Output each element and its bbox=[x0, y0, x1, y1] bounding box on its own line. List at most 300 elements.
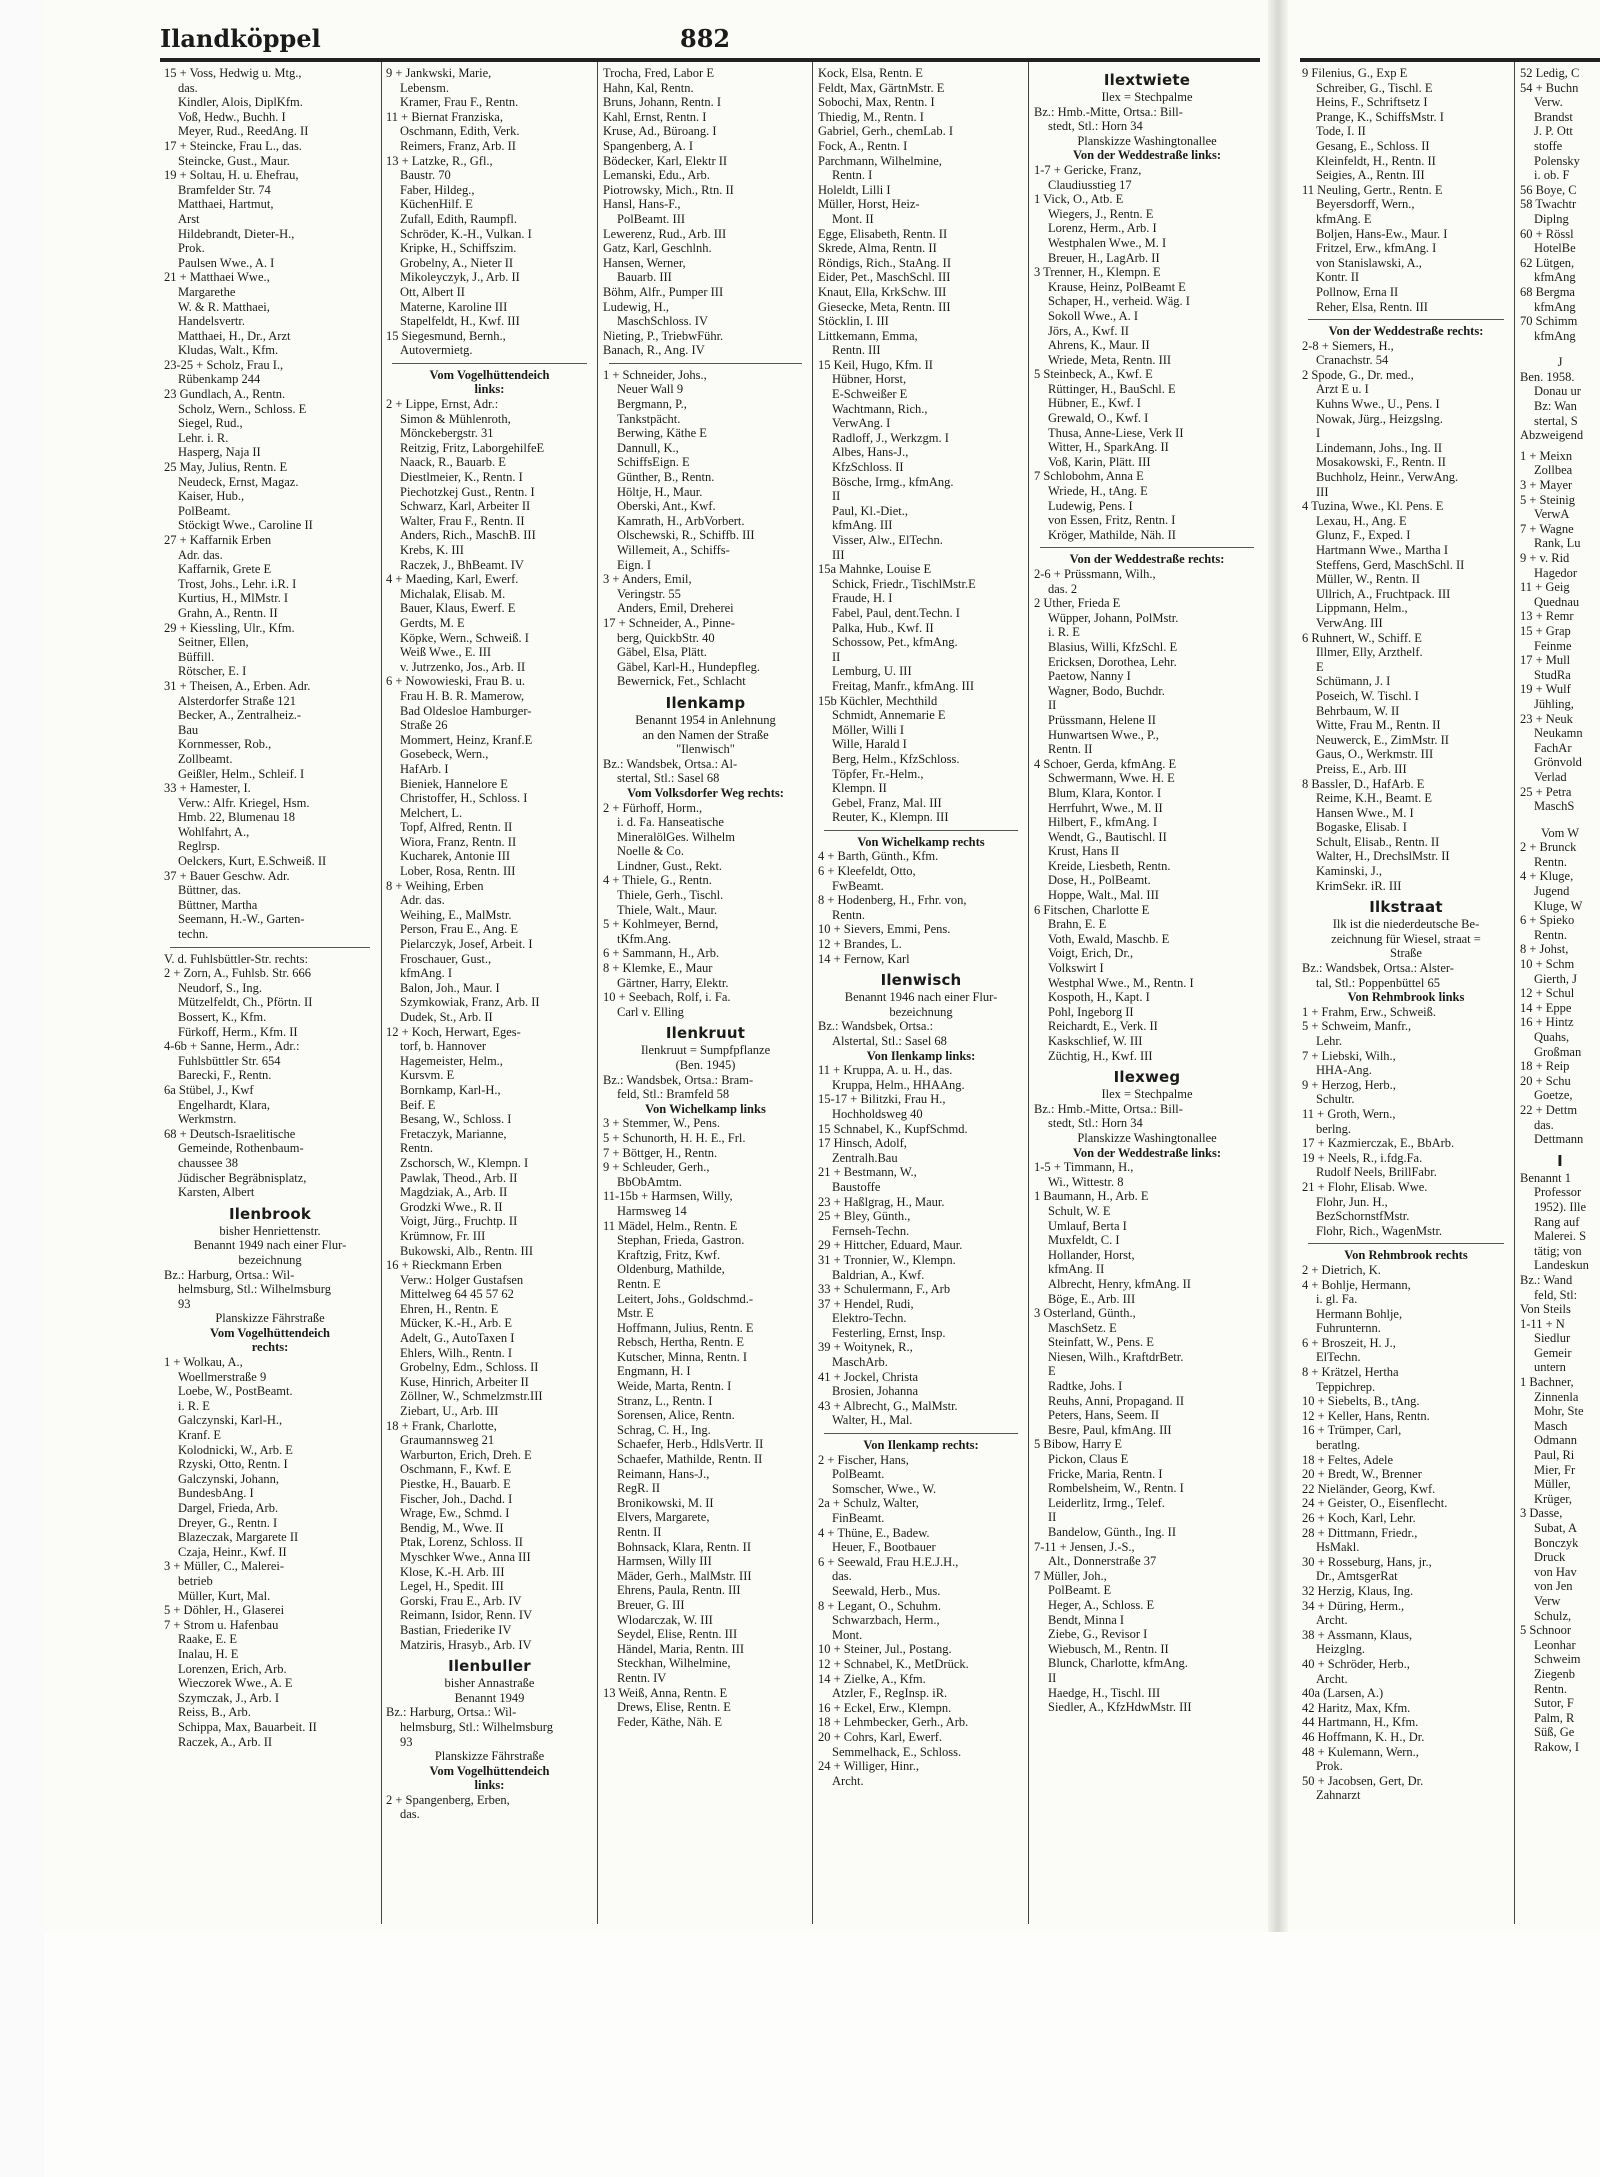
resident-entry: Baustoffe bbox=[832, 1179, 881, 1194]
page-header bbox=[160, 22, 1265, 58]
house-entry: Bz.: Hmb.-Mitte, Ortsa.: Bill- bbox=[1034, 1101, 1183, 1116]
resident-entry: Raake, E. E bbox=[178, 1632, 238, 1647]
house-entry: 30 + Rosseburg, Hans, jr., bbox=[1302, 1554, 1432, 1569]
resident-entry: stoffe bbox=[1534, 138, 1563, 153]
house-entry: 20 + Bredt, W., Brenner bbox=[1302, 1467, 1422, 1482]
resident-entry: Arzt E u. I bbox=[1316, 382, 1369, 397]
house-entry: 5 + Döhler, H., Glaserei bbox=[164, 1603, 285, 1618]
directory-column-4 bbox=[818, 66, 1024, 1932]
resident-entry: Voigt, Erich, Dr., bbox=[1048, 946, 1134, 961]
house-entry: 23-25 + Scholz, Frau I., bbox=[164, 357, 284, 372]
resident-entry: Donau ur bbox=[1534, 384, 1581, 399]
house-entry: Sobochi, Max, Rentn. I bbox=[818, 95, 935, 110]
resident-entry: Fernseh-Techn. bbox=[832, 1223, 910, 1238]
house-entry: 20 + Cohrs, Karl, Ewerf. bbox=[818, 1729, 943, 1744]
house-entry: 6 + Sammann, H., Arb. bbox=[603, 946, 720, 961]
resident-entry: Ziebe, G., Revisor I bbox=[1048, 1627, 1148, 1642]
resident-entry: Grobelny, Edm., Schloss. II bbox=[400, 1360, 539, 1375]
resident-entry: Drews, Elise, Rentn. E bbox=[617, 1700, 731, 1715]
house-entry: 2-6 + Prüssmann, Wilh., bbox=[1034, 567, 1156, 581]
resident-entry: Christoffer, H., Schloss. I bbox=[400, 791, 528, 806]
house-entry: 6 + Broszeit, H. J., bbox=[1302, 1335, 1396, 1350]
resident-entry: helmsburg, Stl.: Wilhelmsburg bbox=[400, 1719, 553, 1734]
resident-entry: Walter, H., DrechslMstr. II bbox=[1316, 849, 1450, 864]
resident-entry: Rentn. bbox=[1534, 854, 1567, 869]
resident-entry: Herrfuhrt, Wwe., M. II bbox=[1048, 800, 1163, 815]
resident-entry: Mier, Fr bbox=[1534, 1462, 1576, 1477]
resident-entry: Raczek, J., BhBeamt. IV bbox=[400, 557, 524, 572]
house-entry: 58 Twachtr bbox=[1520, 197, 1577, 212]
resident-entry: Seigies, A., Rentn. III bbox=[1316, 168, 1425, 183]
house-entry: Bz.: Harburg, Ortsa.: Wil- bbox=[386, 1705, 517, 1720]
house-entry: 33 + Hamester, I. bbox=[164, 781, 251, 796]
resident-entry: Grewald, O., Kwf. I bbox=[1048, 411, 1149, 426]
resident-entry: Hübner, Horst, bbox=[832, 372, 907, 387]
resident-entry: Zschorsch, W., Klempn. I bbox=[400, 1155, 529, 1170]
section-rule bbox=[1308, 319, 1504, 320]
resident-entry: Albrecht, Henry, kfmAng. II bbox=[1048, 1276, 1191, 1291]
house-entry: 54 + Buchn bbox=[1520, 80, 1579, 95]
resident-entry: Seewald, Herb., Mus. bbox=[832, 1583, 941, 1598]
resident-entry: MineralölGes. Wilhelm bbox=[617, 829, 735, 844]
resident-entry: Kruppa, Helm., HHAAng. bbox=[832, 1077, 965, 1092]
resident-entry: Dose, H., PolBeamt. bbox=[1048, 873, 1151, 888]
house-entry: 15 Keil, Hugo, Kfm. II bbox=[818, 357, 933, 372]
house-entry: 17 Hinsch, Adolf, bbox=[818, 1136, 907, 1151]
resident-entry: Freitag, Manfr., kfmAng. III bbox=[832, 678, 974, 693]
resident-entry: FachAr bbox=[1534, 740, 1572, 755]
resident-entry: Autovermietg. bbox=[400, 343, 473, 358]
resident-entry: Pickon, Claus E bbox=[1048, 1452, 1129, 1467]
house-entry: Hansl, Hans-F., bbox=[603, 197, 681, 212]
house-entry: 22 Nieländer, Georg, Kwf. bbox=[1302, 1481, 1436, 1496]
house-entry: 62 Lütgen, bbox=[1520, 255, 1575, 270]
resident-entry: 93 bbox=[400, 1734, 413, 1749]
section-rule bbox=[609, 363, 802, 364]
resident-entry: stertal, Stl.: Sasel 68 bbox=[617, 771, 720, 786]
resident-entry: Weide, Marta, Rentn. I bbox=[617, 1379, 732, 1394]
house-entry: 39 + Woitynek, R., bbox=[818, 1340, 913, 1355]
resident-entry: Krebs, K. III bbox=[400, 543, 464, 557]
resident-entry: Berwing, Käthe E bbox=[617, 426, 707, 441]
resident-entry: Boljen, Hans-Ew., Maur. I bbox=[1316, 226, 1448, 241]
resident-entry: Steinfatt, W., Pens. E bbox=[1048, 1335, 1154, 1350]
street-note: Planskizze Washingtonallee bbox=[1077, 1130, 1217, 1145]
resident-entry: Lorenzen, Erich, Arb. bbox=[178, 1661, 287, 1676]
resident-entry: Verw bbox=[1534, 1593, 1561, 1608]
resident-entry: Dr., AmtsgerRat bbox=[1316, 1569, 1398, 1584]
street-heading: Ilenkruut bbox=[665, 1024, 746, 1043]
resident-entry: Verw.: Holger Gustafsen bbox=[400, 1272, 524, 1287]
house-entry: 17 + Steincke, Frau L., das. bbox=[164, 138, 302, 153]
resident-entry: Magdziak, A., Arb. II bbox=[400, 1185, 508, 1200]
resident-entry: Neudorf, S., Ing. bbox=[178, 980, 263, 995]
resident-entry: Böge, E., Arb. III bbox=[1048, 1291, 1136, 1306]
resident-entry: Rakow, I bbox=[1534, 1739, 1580, 1754]
resident-entry: Willemeit, A., Schiffs- bbox=[617, 543, 730, 557]
direction-heading: links: bbox=[474, 382, 505, 397]
street-heading: Ilenkamp bbox=[665, 693, 746, 712]
resident-entry: Lexau, H., Ang. E bbox=[1316, 513, 1407, 528]
house-entry: Nieting, P., TriebwFühr. bbox=[603, 328, 724, 343]
resident-entry: KüchenHilf. E bbox=[400, 197, 473, 212]
resident-entry: Rötscher, E. I bbox=[178, 664, 247, 679]
house-entry: 9 + v. Rid bbox=[1520, 551, 1570, 565]
house-entry: 1 Baumann, H., Arb. E bbox=[1034, 1189, 1149, 1204]
resident-entry: betrieb bbox=[178, 1573, 213, 1588]
resident-entry: PolBeamt. E bbox=[1048, 1583, 1112, 1598]
resident-entry: Naack, R., Bauarb. E bbox=[400, 455, 506, 470]
resident-entry: Mommert, Heinz, Kranf.E bbox=[400, 732, 533, 747]
resident-entry: Stephan, Frieda, Gastron. bbox=[617, 1233, 745, 1248]
resident-entry: Rentn. E bbox=[617, 1276, 661, 1291]
resident-entry: Bendt, Minna I bbox=[1048, 1612, 1125, 1627]
house-entry: 52 Ledig, C bbox=[1520, 66, 1580, 80]
direction-heading: Von Wichelkamp rechts bbox=[857, 834, 985, 849]
directory-column-1 bbox=[164, 66, 376, 1932]
street-heading: Ilenbuller bbox=[448, 1657, 531, 1676]
house-entry: 3 Osterland, Günth., bbox=[1034, 1306, 1136, 1321]
house-entry: 18 + Reip bbox=[1520, 1059, 1570, 1074]
resident-entry: Mücker, K.-H., Arb. E bbox=[400, 1316, 512, 1331]
resident-entry: Radtke, Johs. I bbox=[1048, 1379, 1123, 1394]
resident-entry: kfmAng bbox=[1534, 270, 1576, 285]
street-note: Ilex = Stechpalme bbox=[1101, 1087, 1193, 1102]
directory-column-5 bbox=[1034, 66, 1260, 1932]
house-entry: Skrede, Alma, Rentn. II bbox=[818, 241, 937, 256]
resident-entry: Stapelfeldt, H., Kwf. III bbox=[400, 314, 520, 329]
resident-entry: Ericksen, Dorothea, Lehr. bbox=[1048, 654, 1177, 669]
resident-entry: Zinnenla bbox=[1534, 1389, 1579, 1404]
house-entry: 25 May, Julius, Rentn. E bbox=[164, 460, 288, 475]
resident-entry: Piechotzkej Gust., Rentn. I bbox=[400, 484, 535, 499]
column-divider bbox=[597, 62, 598, 1924]
house-entry: 28 + Dittmann, Friedr., bbox=[1302, 1525, 1418, 1540]
house-entry: 15 Siegesmund, Bernh., bbox=[386, 328, 506, 343]
resident-entry: Mont. II bbox=[832, 211, 874, 226]
resident-entry: Hmb. 22, Blumenau 18 bbox=[178, 810, 296, 825]
resident-entry: Visser, Alw., ElTechn. bbox=[832, 533, 943, 547]
resident-entry: Neudeck, Ernst, Magaz. bbox=[178, 474, 299, 489]
house-entry: 43 + Albrecht, G., MalMstr. bbox=[818, 1398, 958, 1413]
resident-entry: Schult, Elisab., Rentn. II bbox=[1316, 834, 1440, 849]
resident-entry: Breuer, G. III bbox=[617, 1597, 685, 1612]
resident-entry: Warburton, Erich, Dreh. E bbox=[400, 1447, 532, 1462]
resident-entry: Günther, B., Rentn. bbox=[617, 470, 715, 485]
resident-entry: Voß, Hedw., Buchh. I bbox=[178, 109, 286, 124]
resident-entry: Illmer, Elly, Arzthelf. bbox=[1316, 645, 1423, 660]
resident-entry: KfzSchloss. II bbox=[832, 460, 904, 475]
resident-entry: v. Jutrzenko, Jos., Arb. II bbox=[400, 659, 526, 674]
resident-entry: Kaffarnik, Grete E bbox=[178, 562, 272, 577]
resident-entry: Wlodarczak, W. III bbox=[617, 1612, 713, 1627]
resident-entry: Höltje, H., Maur. bbox=[617, 484, 703, 499]
resident-entry: Ziebart, U., Arb. III bbox=[400, 1404, 499, 1419]
resident-entry: Fürkoff, Herm., Kfm. II bbox=[178, 1024, 298, 1039]
house-entry: 12 + Brandes, L. bbox=[818, 937, 902, 952]
resident-entry: Grahn, A., Rentn. II bbox=[178, 605, 278, 620]
resident-entry: Schippa, Max, Bauarbeit. II bbox=[178, 1719, 317, 1734]
resident-entry: Quednau bbox=[1534, 594, 1580, 609]
direction-heading: Von der Weddestraße links: bbox=[1072, 1145, 1222, 1160]
house-entry: Feldt, Max, GärtnMstr. E bbox=[818, 80, 945, 95]
resident-entry: Rentn. I bbox=[832, 168, 873, 183]
resident-entry: untern bbox=[1534, 1360, 1566, 1375]
resident-entry: Reime, K.H., Beamt. E bbox=[1316, 791, 1432, 806]
resident-entry: MaschSetz. E bbox=[1048, 1320, 1117, 1335]
resident-entry: Feder, Käthe, Näh. E bbox=[617, 1714, 723, 1729]
resident-entry: III bbox=[1316, 484, 1329, 499]
house-entry: 6 + Nowowieski, Frau B. u. bbox=[386, 674, 525, 689]
resident-entry: Krust, Hans II bbox=[1048, 844, 1120, 859]
house-entry: Giesecke, Meta, Rentn. III bbox=[818, 299, 951, 314]
resident-entry: Landeskun bbox=[1534, 1258, 1589, 1273]
resident-entry: Eign. I bbox=[617, 557, 652, 572]
house-entry: 32 Herzig, Klaus, Ing. bbox=[1302, 1583, 1414, 1598]
street-heading: I bbox=[1557, 1151, 1563, 1170]
house-entry: 21 + Bestmann, W., bbox=[818, 1165, 917, 1180]
resident-entry: Schossow, Pet., kfmAng. bbox=[832, 635, 958, 650]
resident-entry: das. bbox=[178, 80, 198, 95]
resident-entry: Süß, Ge bbox=[1534, 1725, 1575, 1740]
resident-entry: Jörs, A., Kwf. II bbox=[1048, 323, 1129, 338]
resident-entry: Büttner, das. bbox=[178, 883, 242, 898]
resident-entry: Lorenz, Herm., Arb. I bbox=[1048, 221, 1157, 236]
resident-entry: Hunwartsen Wwe., P., bbox=[1048, 727, 1159, 742]
resident-entry: Michalak, Elisab. M. bbox=[400, 586, 506, 601]
resident-entry: Fricke, Maria, Rentn. I bbox=[1048, 1466, 1163, 1481]
resident-entry: das. bbox=[832, 1569, 852, 1584]
resident-entry: Hoffmann, Julius, Rentn. E bbox=[617, 1320, 754, 1335]
house-entry: 6a Stübel, J., Kwf bbox=[164, 1082, 254, 1097]
resident-entry: chaussee 38 bbox=[178, 1155, 239, 1170]
resident-entry: Masch bbox=[1534, 1418, 1568, 1433]
house-entry: 10 + Seebach, Rolf, i. Fa. bbox=[603, 990, 731, 1005]
house-entry: Bz.: Wandsbek, Ortsa.: Alster- bbox=[1302, 961, 1454, 976]
house-entry: Röndigs, Rich., StaAng. II bbox=[818, 255, 951, 270]
resident-entry: Rentn. II bbox=[1048, 742, 1093, 757]
directory-column-2 bbox=[386, 66, 593, 1932]
resident-entry: Umlauf, Berta I bbox=[1048, 1218, 1127, 1233]
resident-entry: Pielarczyk, Josef, Arbeit. I bbox=[400, 937, 533, 952]
resident-entry: Lippmann, Helm., bbox=[1316, 601, 1408, 616]
resident-entry: beratlng. bbox=[1316, 1438, 1361, 1453]
resident-entry: Reimann, Isidor, Renn. IV bbox=[400, 1608, 533, 1623]
house-entry: Thiedig, M., Rentn. I bbox=[818, 109, 924, 124]
street-note: Ilk ist die niederdeutsche Be- bbox=[1332, 917, 1480, 932]
house-entry: 41 + Jockel, Christa bbox=[818, 1369, 919, 1384]
resident-entry: Brandst bbox=[1534, 109, 1573, 124]
resident-entry: Flohr, Rich., WagenMstr. bbox=[1316, 1223, 1443, 1238]
resident-entry: Kreide, Liesbeth, Rentn. bbox=[1048, 858, 1171, 873]
resident-entry: Neuwerck, E., ZimMstr. II bbox=[1316, 732, 1449, 747]
resident-entry: Archt. bbox=[1316, 1613, 1348, 1628]
resident-entry: Glunz, F., Exped. I bbox=[1316, 528, 1411, 543]
header-rule bbox=[160, 58, 1260, 62]
resident-entry: RegR. II bbox=[617, 1481, 661, 1496]
resident-entry: Gesang, E., Schloss. II bbox=[1316, 138, 1430, 153]
house-entry: 15 + Grap bbox=[1520, 623, 1571, 638]
resident-entry: II bbox=[832, 489, 841, 504]
house-entry: 25 + Bley, Günth., bbox=[818, 1209, 911, 1224]
house-entry: 24 + Williger, Hinr., bbox=[818, 1759, 919, 1774]
resident-entry: Oschmann, F., Kwf. E bbox=[400, 1462, 512, 1477]
resident-entry: Radloff, J., Werkzgm. I bbox=[832, 430, 949, 445]
resident-entry: Bau bbox=[178, 722, 199, 737]
resident-entry: Oelckers, Kurt, E.Schweiß. II bbox=[178, 854, 327, 869]
resident-entry: Siegel, Rud., bbox=[178, 416, 243, 431]
house-entry: 37 + Hendel, Rudi, bbox=[818, 1296, 914, 1311]
house-entry: 7 Müller, Joh., bbox=[1034, 1568, 1107, 1583]
resident-entry: Leitert, Johs., Goldschmd.- bbox=[617, 1291, 754, 1306]
resident-entry: HotelBe bbox=[1534, 241, 1576, 256]
resident-entry: HsMakl. bbox=[1316, 1540, 1360, 1555]
resident-entry: Steffens, Gerd, MaschSchl. II bbox=[1316, 557, 1465, 572]
resident-entry: II bbox=[1048, 698, 1057, 713]
house-entry: 1 Vick, O., Atb. E bbox=[1034, 192, 1124, 207]
resident-entry: Prok. bbox=[1316, 1759, 1343, 1774]
resident-entry: i. R. E bbox=[178, 1398, 210, 1413]
house-entry: 11 + Geig bbox=[1520, 580, 1570, 595]
direction-heading: Von Rehmbrook links bbox=[1347, 990, 1465, 1005]
resident-entry: Faber, Hildeg., bbox=[400, 182, 475, 197]
resident-entry: Person, Frau E., Ang. E bbox=[400, 922, 519, 937]
house-entry: 2 + Lippe, Ernst, Adr.: bbox=[386, 397, 499, 412]
house-entry: 19 + Wulf bbox=[1520, 682, 1571, 697]
house-entry: 16 + Eckel, Erw., Klempn. bbox=[818, 1700, 952, 1715]
house-entry: 6 Fitschen, Charlotte E bbox=[1034, 902, 1150, 917]
resident-entry: Mont. bbox=[832, 1627, 863, 1642]
house-entry: 15a Mahnke, Louise E bbox=[818, 562, 932, 577]
resident-entry: Kripke, H., Schiffszim. bbox=[400, 241, 517, 256]
resident-entry: Wille, Harald I bbox=[832, 737, 907, 752]
direction-heading: Vom Volksdorfer Weg rechts: bbox=[627, 785, 784, 800]
house-entry: Gatz, Karl, Geschlnh. bbox=[603, 241, 712, 256]
house-entry: Bz.: Wandsbek, Ortsa.: Al- bbox=[603, 756, 738, 771]
resident-entry: Hübner, E., Kwf. I bbox=[1048, 396, 1141, 411]
street-heading: Ilexweg bbox=[1113, 1068, 1181, 1087]
house-entry: 11-15b + Harmsen, Willy, bbox=[603, 1189, 733, 1204]
resident-entry: Schröder, K.-H., Vulkan. I bbox=[400, 226, 532, 241]
resident-entry: Bogaske, Elisab. I bbox=[1316, 820, 1407, 835]
resident-entry: Wriede, H., tAng. E bbox=[1048, 484, 1148, 499]
resident-entry: Wiebusch, M., Rentn. II bbox=[1048, 1641, 1169, 1656]
house-entry: 8 + Krätzel, Hertha bbox=[1302, 1365, 1399, 1380]
resident-entry: Weihing, E., MalMstr. bbox=[400, 907, 512, 922]
resident-entry: Zöllner, W., Schmelzmstr.III bbox=[400, 1389, 543, 1404]
resident-entry: Festerling, Ernst, Insp. bbox=[832, 1325, 946, 1340]
resident-entry: Gosebeck, Wern., bbox=[400, 747, 489, 762]
resident-entry: VerwA bbox=[1534, 507, 1570, 522]
resident-entry: Anders, Rich., MaschB. III bbox=[400, 528, 536, 543]
street-note: "Ilenwisch" bbox=[676, 742, 735, 757]
resident-entry: Müller, Kurt, Mal. bbox=[178, 1588, 271, 1603]
resident-entry: Sorensen, Alice, Rentn. bbox=[617, 1408, 735, 1423]
resident-entry: Schaper, H., verheid. Wäg. I bbox=[1048, 294, 1190, 309]
street-note: Benannt 1949 bbox=[454, 1690, 525, 1705]
house-entry: 31 + Tronnier, W., Klempn. bbox=[818, 1252, 956, 1267]
house-entry: 37 + Bauer Geschw. Adr. bbox=[164, 868, 290, 883]
resident-entry: Thusa, Anne-Liese, Verk II bbox=[1048, 425, 1184, 440]
street-note: (Ben. 1945) bbox=[675, 1058, 736, 1072]
resident-entry: Blazeczak, Margarete II bbox=[178, 1530, 299, 1545]
resident-entry: Walter, H., Mal. bbox=[832, 1413, 913, 1428]
resident-entry: Werkmstrn. bbox=[178, 1112, 237, 1127]
resident-entry: Hermann Bohlje, bbox=[1316, 1306, 1403, 1321]
resident-entry: das. bbox=[1534, 1117, 1554, 1132]
resident-entry: Reitzig, Fritz, LaborgehilfeE bbox=[400, 440, 545, 455]
house-entry: 1 + Wolkau, A., bbox=[164, 1355, 243, 1370]
house-entry: 9 + Herzog, Herb., bbox=[1302, 1077, 1396, 1092]
resident-entry: Pawlak, Theod., Arb. II bbox=[400, 1170, 518, 1185]
resident-entry: Verw.: Alfr. Kriegel, Hsm. bbox=[178, 795, 310, 810]
house-entry: 40 + Schröder, Herb., bbox=[1302, 1656, 1410, 1671]
resident-entry: Oldenburg, Mathilde, bbox=[617, 1262, 725, 1277]
resident-entry: Heins, F., Schriftsetz I bbox=[1316, 95, 1428, 110]
resident-entry: Gemeir bbox=[1534, 1345, 1572, 1360]
resident-entry: Oberski, Ant., Kwf. bbox=[617, 499, 716, 514]
directory-column-6 bbox=[1302, 66, 1510, 1932]
resident-entry: Trost, Johs., Lehr. i.R. I bbox=[178, 576, 297, 591]
resident-entry: Paul, Kl.-Diet., bbox=[832, 503, 909, 518]
resident-entry: i. gl. Fa. bbox=[1316, 1292, 1358, 1307]
house-entry: Eider, Pet., MaschSchl. III bbox=[818, 270, 951, 285]
house-entry: Bz.: Wandsbek, Ortsa.: bbox=[818, 1019, 934, 1034]
house-entry: Ben. 1958. bbox=[1520, 369, 1575, 384]
resident-entry: HafArb. I bbox=[400, 761, 449, 776]
resident-entry: Archt. bbox=[1316, 1671, 1348, 1686]
resident-entry: Subat, A bbox=[1534, 1521, 1578, 1535]
resident-entry: Krause, Heinz, PolBeamt E bbox=[1048, 279, 1186, 294]
house-entry: 21 + Matthaei Wwe., bbox=[164, 270, 270, 285]
house-entry: 24 + Geister, O., Eisenflecht. bbox=[1302, 1496, 1448, 1511]
house-entry: Hahn, Kal, Rentn. bbox=[603, 80, 694, 95]
house-entry: 1 Bachner, bbox=[1520, 1375, 1574, 1390]
house-entry: 34 + Düring, Herm., bbox=[1302, 1598, 1405, 1613]
house-entry: 11 + Biernat Franziska, bbox=[386, 109, 503, 124]
house-entry: 5 + Kohlmeyer, Bernd, bbox=[603, 917, 719, 932]
resident-entry: Balon, Joh., Maur. I bbox=[400, 980, 500, 995]
street-note: Straße bbox=[1390, 946, 1422, 961]
resident-entry: Fuhrunternn. bbox=[1316, 1321, 1381, 1336]
house-entry: 3 + Anders, Emil, bbox=[603, 572, 692, 587]
direction-heading: Von Ilenkamp rechts: bbox=[863, 1438, 979, 1453]
house-entry: 12 + Keller, Hans, Rentn. bbox=[1302, 1408, 1430, 1423]
resident-entry: Berg, Helm., KfzSchloss. bbox=[832, 751, 960, 766]
resident-entry: Reglrsp. bbox=[178, 839, 221, 854]
resident-entry: Szymczak, J., Arb. I bbox=[178, 1690, 280, 1705]
resident-entry: Westphalen Wwe., M. I bbox=[1048, 235, 1167, 250]
house-entry: 29 + Kiessling, Ulr., Kfm. bbox=[164, 620, 295, 635]
resident-entry: Gäbel, Karl-H., Hundepfleg. bbox=[617, 659, 761, 674]
street-note: Vom W bbox=[1540, 825, 1580, 840]
resident-entry: Tode, I. II bbox=[1316, 124, 1366, 139]
resident-entry: Bauer, Klaus, Ewerf. E bbox=[400, 601, 516, 616]
resident-entry: kfmAng. I bbox=[400, 966, 453, 981]
resident-entry: Ullrich, A., Fruchtpack. III bbox=[1316, 586, 1451, 601]
resident-entry: Fretaczyk, Marianne, bbox=[400, 1126, 507, 1141]
house-entry: Müller, Horst, Heiz- bbox=[818, 197, 920, 212]
resident-entry: Hasperg, Naja II bbox=[178, 445, 261, 460]
house-entry: 15 Schnabel, K., KupfSchmd. bbox=[818, 1121, 968, 1136]
resident-entry: Teppichrep. bbox=[1316, 1379, 1376, 1394]
house-entry: 3 + Müller, C., Malerei- bbox=[164, 1559, 285, 1574]
resident-entry: Mstr. E bbox=[617, 1306, 654, 1321]
house-entry: 29 + Hittcher, Eduard, Maur. bbox=[818, 1238, 963, 1253]
resident-entry: Haedge, H., Tischl. III bbox=[1048, 1685, 1161, 1700]
resident-entry: Gemeinde, Rothenbaum- bbox=[178, 1141, 304, 1156]
resident-entry: Neukamn bbox=[1534, 726, 1583, 741]
